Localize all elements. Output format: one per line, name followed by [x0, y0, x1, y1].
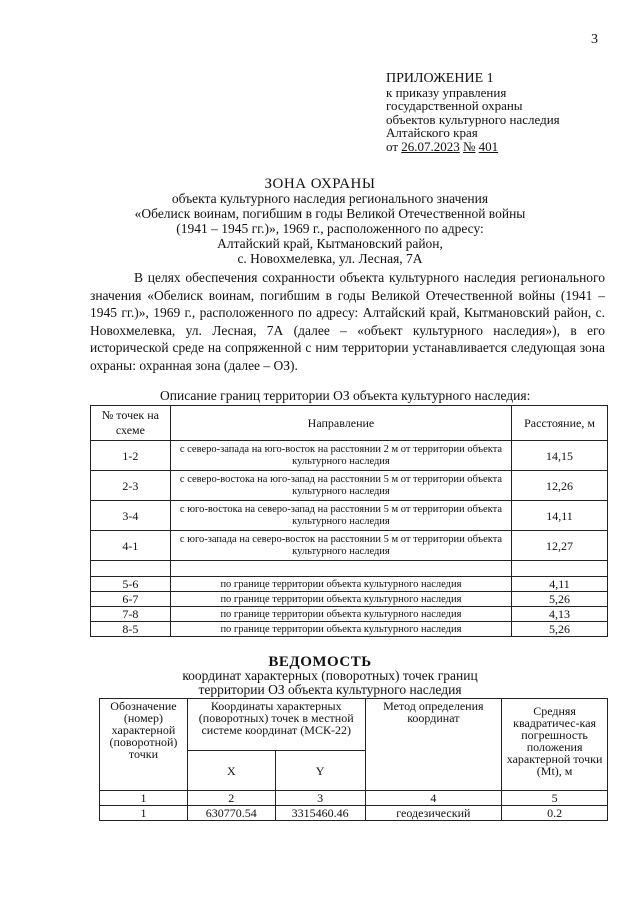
vedomost-subtitle-line: территории ОЗ объекта культурного наследия — [198, 682, 462, 697]
header-y: Y — [275, 751, 365, 791]
col-number: 4 — [365, 791, 502, 806]
cell-method: геодезический — [365, 806, 502, 821]
zone-subtitle-line: объекта культурного наследия регионального значения — [171, 191, 489, 206]
header-method: Метод определения координат — [365, 699, 502, 791]
table2-colnum-row — [100, 791, 608, 806]
header-coordinates: Координаты характерных (поворотных) точек в местной системе координат (МСК-22) — [187, 699, 365, 751]
cell-points: 3-4 — [91, 501, 171, 531]
boundary-table — [90, 405, 608, 637]
cell-distance: 14,11 — [512, 501, 608, 531]
col-number: 2 — [187, 791, 275, 806]
appendix-line: Алтайского края — [386, 125, 478, 140]
cell-designation: 1 — [100, 806, 188, 821]
header-error: Средняя квадратичес-кая погрешность положения характерной точки (Mt), м — [502, 699, 608, 791]
header-distance: Расстояние, м — [512, 406, 608, 441]
table-row — [91, 622, 608, 637]
cell-points: 2-3 — [91, 471, 171, 501]
vedomost-title: ВЕДОМОСТЬ — [268, 654, 372, 670]
table2-header-row — [100, 699, 608, 751]
col-number: 3 — [275, 791, 365, 806]
cell-points: 5-6 — [91, 577, 171, 592]
cell-distance: 4,11 — [512, 577, 608, 592]
col-number: 5 — [502, 791, 608, 806]
cell-distance: 5,26 — [512, 622, 608, 637]
date-prefix: от — [386, 138, 399, 154]
cell-distance: 14,15 — [512, 441, 608, 471]
vedomost-subtitle-line: координат характерных (поворотных) точек границ — [182, 668, 478, 683]
cell-error: 0.2 — [502, 806, 608, 821]
cell-direction: по границе территории объекта культурного наследия — [170, 577, 511, 592]
appendix-line: объектов культурного наследия — [386, 111, 560, 127]
table-row — [91, 471, 608, 501]
zone-title: ЗОНА ОХРАНЫ — [264, 176, 376, 192]
table-row — [91, 531, 608, 561]
zone-subtitle-line: «Обелиск воинам, погибшим в годы Великой Отечественной войны — [134, 206, 526, 221]
vedomost-subtitle — [150, 669, 510, 697]
table-row — [91, 607, 608, 622]
zone-subtitle-line: Алтайский край, Кытмановский район, — [217, 236, 443, 251]
table-row-empty — [91, 561, 608, 577]
appendix-line: к приказу управления — [386, 84, 507, 100]
empty-cell — [512, 561, 608, 577]
number-prefix: № — [463, 138, 476, 154]
order-date: 26.07.2023 — [401, 138, 460, 154]
header-x: X — [187, 751, 275, 791]
cell-points: 4-1 — [91, 531, 171, 561]
empty-cell — [170, 561, 511, 577]
table-row — [91, 441, 608, 471]
cell-direction: по границе территории объекта культурного наследия — [170, 622, 511, 637]
cell-distance: 5,26 — [512, 592, 608, 607]
cell-distance: 12,27 — [512, 531, 608, 561]
appendix-date-line — [386, 140, 626, 154]
cell-points: 7-8 — [91, 607, 171, 622]
table-header-row — [91, 406, 608, 441]
appendix-line: государственной охраны — [386, 98, 523, 113]
page-number: 3 — [591, 32, 598, 47]
cell-points: 6-7 — [91, 592, 171, 607]
body-paragraph: В целях обеспечения сохранности объекта культурного наследия регионального значения «Обелиск воинам, погибшим в годы Великой Отечественной войны (1941 – 1945 гг.)», 1969 г., расположенного по адресу: Алтайский край, Кытмановский район, с. Новохмелевка, ул. Лесная, 7А (далее – «объект культурного наследия»), в его исторической среде на сопряженной с ним территории устанавливается следующая зона охраны: охранная зона (далее – ОЗ). — [90, 270, 605, 373]
cell-direction: с северо-востока на юго-запад на расстоянии 5 м от территории объекта культурного наследия — [170, 471, 511, 501]
zone-subtitle-line: с. Новохмелевка, ул. Лесная, 7А — [237, 251, 423, 266]
zone-subtitle-line: (1941 – 1945 гг.)», 1969 г., расположенного по адресу: — [176, 221, 484, 236]
cell-direction: с северо-запада на юго-восток на расстоянии 2 м от территории объекта культурного наследия — [170, 441, 511, 471]
cell-direction: с юго-востока на северо-запад на расстоянии 5 м от территории объекта культурного наследия — [170, 501, 511, 531]
cell-distance: 12,26 — [512, 471, 608, 501]
table-row — [100, 806, 608, 821]
empty-cell — [91, 561, 171, 577]
cell-direction: с юго-запада на северо-восток на расстоянии 5 м от территории объекта культурного наследия — [170, 531, 511, 561]
table1-caption: Описание границ территории ОЗ объекта культурного наследия: — [160, 388, 531, 403]
header-direction: Направление — [170, 406, 511, 441]
cell-points: 1-2 — [91, 441, 171, 471]
cell-direction: по границе территории объекта культурного наследия — [170, 592, 511, 607]
header-designation: Обозначение (номер) характерной (поворотной) точки — [100, 699, 188, 791]
cell-points: 8-5 — [91, 622, 171, 637]
coordinates-table — [99, 698, 608, 821]
col-number: 1 — [100, 791, 188, 806]
cell-distance: 4,13 — [512, 607, 608, 622]
header-points: № точек на схеме — [91, 406, 171, 441]
cell-x: 630770.54 — [187, 806, 275, 821]
table-row — [91, 577, 608, 592]
cell-y: 3315460.46 — [275, 806, 365, 821]
zone-subtitle — [100, 191, 560, 266]
cell-direction: по границе территории объекта культурного наследия — [170, 607, 511, 622]
appendix-heading: ПРИЛОЖЕНИЕ 1 — [386, 71, 494, 86]
table-row — [91, 501, 608, 531]
order-number: 401 — [478, 138, 499, 154]
table-row — [91, 592, 608, 607]
appendix-block — [386, 72, 626, 153]
